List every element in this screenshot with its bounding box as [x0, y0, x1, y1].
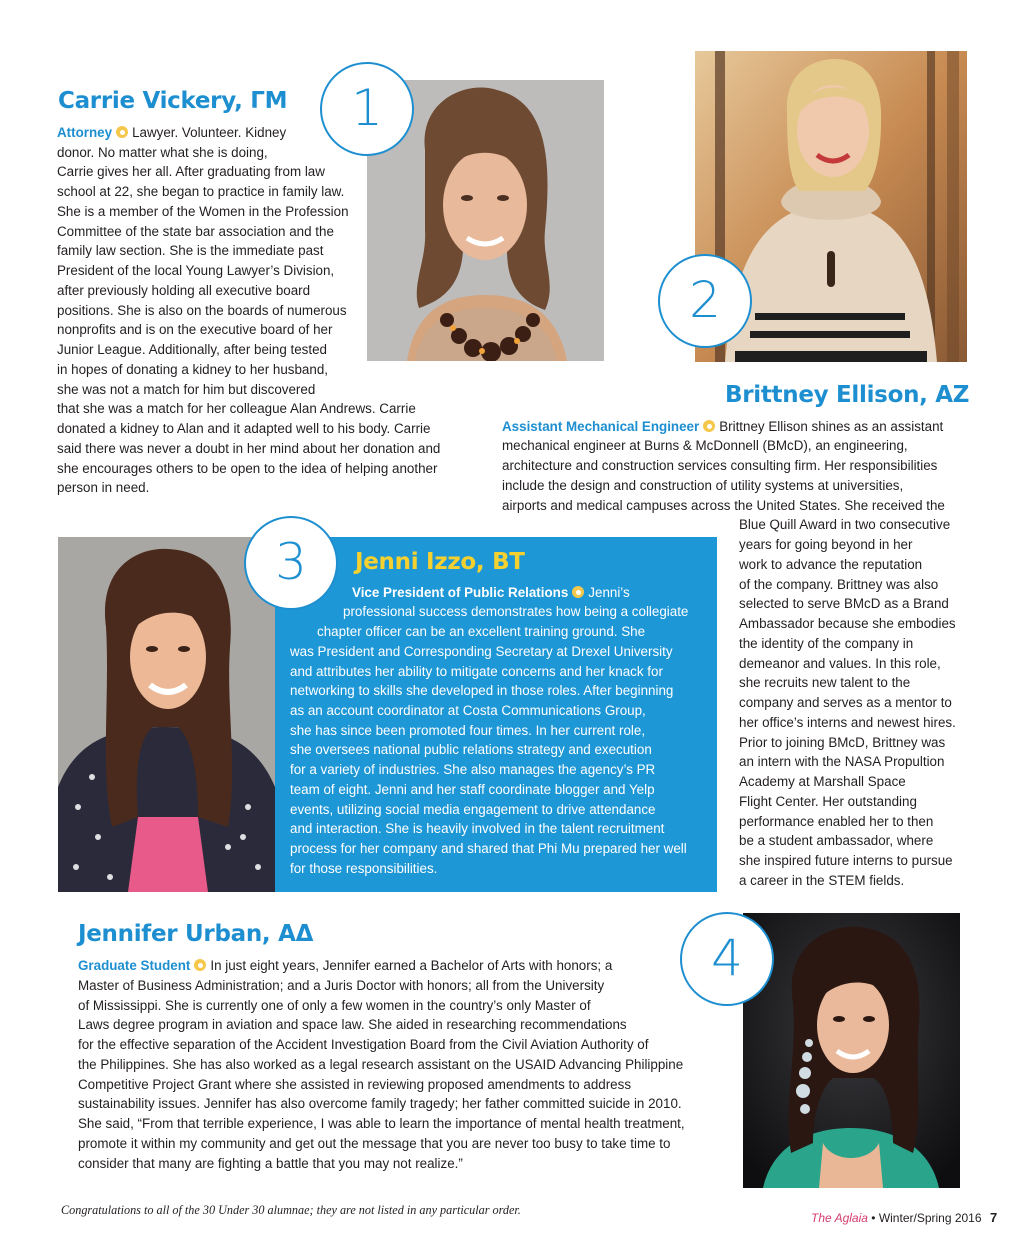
footer-separator: • — [867, 1211, 879, 1225]
jenni-bio-line: process for her company and shared that Phi Mu prepared her well — [290, 841, 687, 856]
carrie-bio-line: Committee of the state bar association and the — [57, 224, 334, 239]
brittney-bio-line: performance enabled her to then — [739, 814, 934, 829]
jennifer-bio-line: She said, “From that terrible experience, I was able to learn the importance of mental health treatment, — [78, 1116, 685, 1131]
brittney-bio-line: Prior to joining BMcD, Brittney was — [739, 735, 946, 750]
jenni-bio-line: and attributes her ability to mitigate concerns and her knack for — [290, 664, 663, 679]
brittney-bio-line: she inspired future interns to pursue — [739, 853, 953, 868]
carrie-bio-line: person in need. — [57, 480, 150, 495]
magazine-name: The Aglaia — [811, 1211, 868, 1225]
carrie-bio-line: She is a member of the Women in the Profession — [57, 204, 349, 219]
brittney-bio-line: architecture and construction services consulting firm. Her responsibilities — [502, 458, 938, 473]
brittney-bio-line: the identity of the company in — [739, 636, 914, 651]
jennifer-bio-line: Laws degree program in aviation and space law. She aided in researching recommendations — [78, 1017, 627, 1032]
number-circle-1: 1 — [320, 62, 414, 156]
brittney-bio-line: include the design and construction of utility systems at universities, — [502, 478, 904, 493]
carrie-bio-line: she was not a match for him but discovered — [57, 382, 316, 397]
jennifer-bio-line: for the effective separation of the Accident Investigation Board from the Civil Aviation Authority of — [78, 1037, 649, 1052]
number-circle-2: 2 — [658, 254, 752, 348]
carrie-bio-line: positions. She is also on the boards of numerous — [57, 303, 347, 318]
brittney-bio-line: demeanor and values. In this role, — [739, 656, 941, 671]
carrie-bio-line: said there was never a doubt in her mind about her donation and — [57, 441, 441, 456]
jenni-bio-line: and interaction. She is heavily involved in the talent recruitment — [290, 821, 665, 836]
brittney-bio-line: Assistant Mechanical Engineer Brittney Ellison shines as an assistant — [502, 419, 944, 434]
carrie-bio-line: donated a kidney to Alan and it adapted well to his body. Carrie — [57, 421, 431, 436]
jennifer-bio-line: sustainability issues. Jennifer has also overcome family tragedy; her father committed suicide in 2010. — [78, 1096, 682, 1111]
carrie-bio-line: donor. No matter what she is doing, — [57, 145, 268, 160]
number-circle-4: 4 — [680, 912, 774, 1006]
brittney-bio-line: a career in the STEM fields. — [739, 873, 905, 888]
brittney-bio-line: mechanical engineer at Burns & McDonnell (BMcD), an engineering, — [502, 438, 908, 453]
brittney-bio-line: Blue Quill Award in two consecutive — [739, 517, 951, 532]
issue-label: Winter/Spring 2016 — [878, 1211, 982, 1225]
brittney-bio-line: work to advance the reputation — [739, 557, 923, 572]
carrie-bio-line: after previously holding all executive board — [57, 283, 311, 298]
jennifer-bio-line: Competitive Project Grant where she assisted in reviewing proposed amendments to address — [78, 1077, 632, 1092]
jenni-bio-line: professional success demonstrates how being a collegiate — [343, 604, 689, 619]
bullet-icon — [572, 586, 584, 598]
bullet-icon — [116, 126, 128, 138]
carrie-title: Attorney — [57, 125, 113, 140]
jenni-bio-line: as an account coordinator at Costa Communications Group, — [290, 703, 646, 718]
brittney-bio-line: Ambassador because she embodies — [739, 616, 956, 631]
carrie-bio-line: in hopes of donating a kidney to her husband, — [57, 362, 328, 377]
jenni-bio-line: for a variety of industries. She also manages the agency’s PR — [290, 762, 656, 777]
jennifer-bio-line: Graduate Student In just eight years, Jennifer earned a Bachelor of Arts with honors; a — [78, 958, 613, 973]
jenni-bio-line: was President and Corresponding Secretary at Drexel University — [290, 644, 673, 659]
carrie-bio-line: President of the local Young Lawyer’s Division, — [57, 263, 335, 278]
jennifer-bio-line: consider that many are fighting a battle that you may not realize.” — [78, 1156, 463, 1171]
footer-note: Congratulations to all of the 30 Under 30 alumnae; they are not listed in any particular order. — [61, 1203, 521, 1217]
jennifer-bio-line: of Mississippi. She is currently one of only a few women in the country’s only Master of — [78, 998, 591, 1013]
jenni-bio-line: networking to skills she developed in those roles. After beginning — [290, 683, 674, 698]
brittney-name: Brittney Ellison, AZ — [725, 382, 970, 408]
carrie-bio-line: Junior League. Additionally, after being tested — [57, 342, 327, 357]
jenni-bio-line: she has since been promoted four times. In her current role, — [290, 723, 646, 738]
footer-issue-line — [811, 1211, 982, 1225]
jenni-bio-line: she oversees national public relations strategy and execution — [290, 742, 652, 757]
carrie-bio-line: Carrie gives her all. After graduating from law — [57, 164, 325, 179]
jenni-bio-line: events, utilizing social media engagement to drive attendance — [290, 802, 656, 817]
jenni-bio-line: for those responsibilities. — [290, 861, 438, 876]
jennifer-bio-line: the Philippines. She has also worked as a legal research assistant on the USAID Advancing Philippine — [78, 1057, 684, 1072]
carrie-bio-line: family law section. She is the immediate past — [57, 243, 324, 258]
jennifer-title: Graduate Student — [78, 958, 191, 973]
brittney-bio-line: of the company. Brittney was also — [739, 577, 939, 592]
carrie-bio-line: Attorney Lawyer. Volunteer. Kidney — [57, 125, 287, 140]
jennifer-photo — [743, 913, 960, 1188]
brittney-bio-line: Academy at Marshall Space — [739, 774, 906, 789]
carrie-bio-line: that she was a match for her colleague Alan Andrews. Carrie — [57, 401, 416, 416]
carrie-bio-line: she encourages others to be open to the idea of helping another — [57, 461, 438, 476]
jenni-bio-line: team of eight. Jenni and her staff coordinate blogger and Yelp — [290, 782, 655, 797]
brittney-bio-line: an intern with the NASA Propultion — [739, 754, 945, 769]
jenni-photo — [58, 537, 275, 892]
brittney-bio-line: she recruits new talent to the — [739, 675, 911, 690]
page-number: 7 — [990, 1210, 998, 1225]
jennifer-bio-line: promote it within my community and get out the message that you are never too busy to take time to — [78, 1136, 671, 1151]
carrie-bio-line: school at 22, she began to practice in family law. — [57, 184, 345, 199]
brittney-bio-line: selected to serve BMcD as a Brand — [739, 596, 949, 611]
jennifer-bio-line: Master of Business Administration; and a Juris Doctor with honors; all from the University — [78, 978, 605, 993]
brittney-bio-line: her office’s interns and newest hires. — [739, 715, 956, 730]
carrie-name: Carrie Vickery, ΓΜ — [58, 88, 288, 114]
carrie-bio-line: nonprofits and is on the executive board of her — [57, 322, 333, 337]
jenni-title: Vice President of Public Relations — [352, 585, 569, 600]
brittney-bio-line: airports and medical campuses across the United States. She received the — [502, 498, 945, 513]
brittney-bio-line: company and serves as a mentor to — [739, 695, 952, 710]
brittney-bio-line: Flight Center. Her outstanding — [739, 794, 917, 809]
jenni-name: Jenni Izzo, BT — [355, 549, 525, 575]
brittney-bio-line: years for going beyond in her — [739, 537, 913, 552]
bullet-icon — [194, 959, 206, 971]
jennifer-name: Jennifer Urban, AΔ — [78, 921, 314, 947]
brittney-title: Assistant Mechanical Engineer — [502, 419, 700, 434]
bullet-icon — [703, 420, 715, 432]
jenni-bio-line: chapter officer can be an excellent training ground. She — [317, 624, 646, 639]
brittney-bio-line: be a student ambassador, where — [739, 833, 934, 848]
number-circle-3: 3 — [244, 516, 338, 610]
jenni-bio-line: Vice President of Public Relations Jenni’s — [352, 585, 630, 600]
